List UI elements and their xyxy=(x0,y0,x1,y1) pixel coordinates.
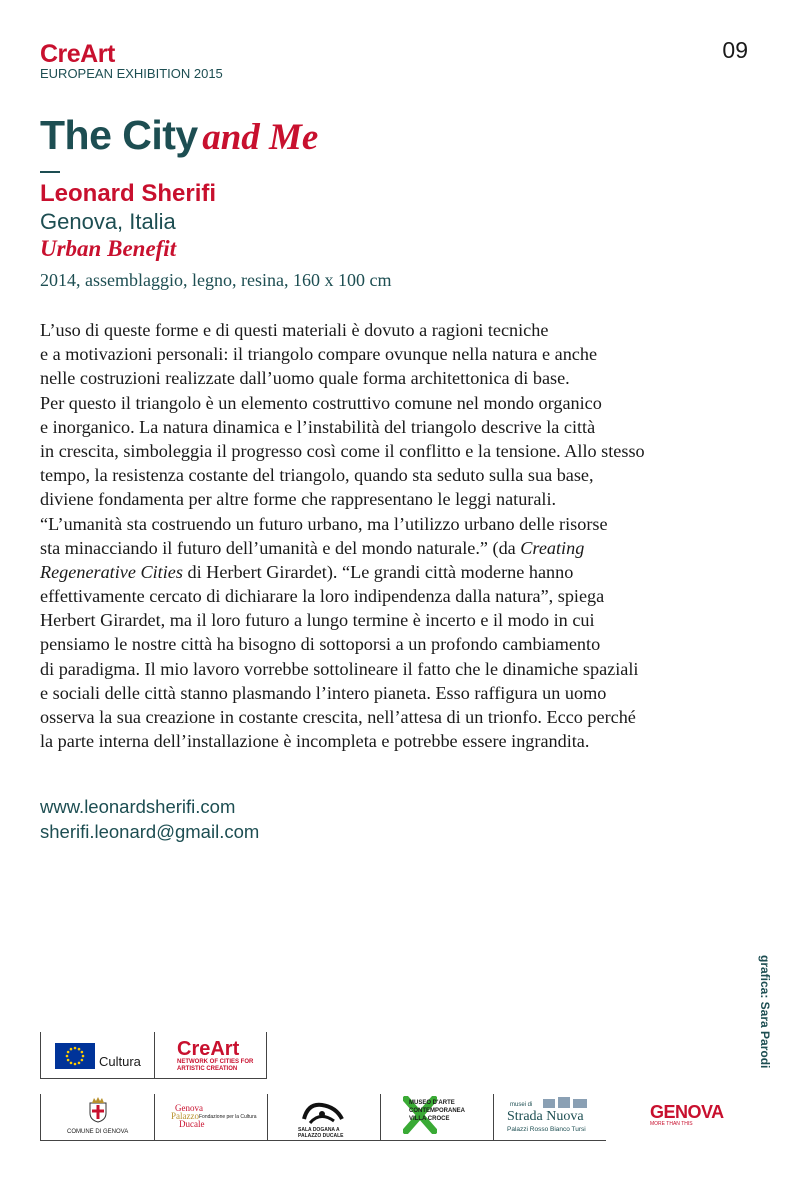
body-line xyxy=(40,560,760,584)
title-part-2: and Me xyxy=(202,117,319,158)
sala-dogana-mark-icon xyxy=(300,1099,346,1127)
title-part-1: The City xyxy=(40,112,198,158)
comune-genova-logo: COMUNE DI GENOVA xyxy=(41,1094,154,1140)
body-line: in crescita, simboleggia il progresso così come il conflitto e la tensione. Allo stesso xyxy=(40,440,645,461)
body-line-part: sta minacciando il futuro dell’umanità e del mondo naturale.” (da xyxy=(40,537,521,558)
brand-logo: CreArt xyxy=(40,40,115,68)
eu-culture-label: Cultura xyxy=(99,1054,141,1069)
exhibition-subtitle: EUROPEAN EXHIBITION 2015 xyxy=(40,66,223,81)
body-line: e sociali delle città stanno plasmando l’intero pianeta. Esso raffigura un uomo xyxy=(40,682,607,703)
body-line: di paradigma. Il mio lavoro vorrebbe sottolineare il fatto che le dinamiche spaziali xyxy=(40,658,639,679)
body-line xyxy=(40,536,760,560)
musei-strada-nuova-logo: musei di Strada Nuova Palazzi Rosso Bianco Tursi xyxy=(494,1094,606,1140)
book-title-part: Regenerative Cities xyxy=(40,561,183,582)
body-line: pensiamo le nostre città ha bisogno di sottoporsi a un profondo cambiamento xyxy=(40,634,601,655)
palazzo-ducale-logo: Genova Palazzo Ducale Fondazione per la Cultura xyxy=(171,1103,257,1129)
body-line: L’uso di queste forme e di questi materiali è dovuto a ragioni tecniche xyxy=(40,320,549,340)
book-title-part: Creating xyxy=(520,537,585,558)
body-line: Herbert Girardet, ma il loro futuro a lungo termine è incerto e il modo in cui xyxy=(40,610,595,631)
body-line: nelle costruzioni realizzate dall’uomo quale forma architettonica di base. xyxy=(40,368,570,389)
logo-divider xyxy=(266,1032,267,1078)
body-line: effettivamente cercato di dichiarare la loro indipendenza dalla natura”, spiega xyxy=(40,586,605,607)
email-link[interactable]: sherifi.leonard@gmail.com xyxy=(40,821,260,842)
page-number: 09 xyxy=(722,37,748,63)
sala-dogana-logo: SALA DOGANA A PALAZZO DUCALE xyxy=(268,1094,380,1140)
creart-network-tagline: NETWORK OF CITIES FOR ARTISTIC CREATION xyxy=(177,1059,254,1072)
body-line: e a motivazioni personali: il triangolo compare ovunque nella natura e anche xyxy=(40,344,598,365)
page-title xyxy=(40,106,318,174)
logo-row-top xyxy=(40,1032,267,1079)
artist-location: Genova, Italia xyxy=(40,209,176,234)
body-text xyxy=(40,318,760,753)
design-credit-text: grafica: Sara Parodi xyxy=(758,955,772,1069)
artwork-title: Urban Benefit xyxy=(40,236,177,261)
body-line: diviene fondamenta per altre forme che rappresentano le leggi naturali. xyxy=(40,489,557,510)
city-crest-icon xyxy=(86,1097,110,1123)
website-link[interactable]: www.leonardsherifi.com xyxy=(40,796,236,817)
design-credit xyxy=(758,955,774,1075)
genova-brand-logo: GENOVA xyxy=(650,1102,724,1122)
artist-name: Leonard Sherifi xyxy=(40,180,217,207)
body-line: Per questo il triangolo è un elemento costruttivo comune nel mondo organico xyxy=(40,392,602,413)
logo-row-bottom xyxy=(40,1094,606,1141)
creart-network-logo: CreArt xyxy=(177,1038,240,1060)
villa-croce-logo: MUSEO D'ARTE CONTEMPORANEA VILLA CROCE xyxy=(381,1094,493,1140)
body-line: tempo, la resistenza costante del triangolo, quando sta seduto sulla sua base, xyxy=(40,465,594,486)
body-line-part: di Herbert Girardet). “Le grandi città moderne hanno xyxy=(182,561,574,582)
body-line: osserva la sua creazione in costante crescita, nell’attesa di un trionfo. Ecco perché xyxy=(40,707,636,727)
body-line: la parte interna dell’installazione è incompleta e potrebbe essere ingrandita. xyxy=(40,731,590,752)
body-line: “L’umanità sta costruendo un futuro urbano, ma l’utilizzo urbano delle risorse xyxy=(40,513,608,534)
eu-flag-icon xyxy=(55,1043,95,1069)
museum-buildings-icon xyxy=(542,1096,588,1108)
logo-divider xyxy=(154,1032,155,1078)
body-line: e inorganico. La natura dinamica e l’instabilità del triangolo descrive la città xyxy=(40,416,596,437)
title-divider xyxy=(40,171,60,173)
artwork-details: 2014, assemblaggio, legno, resina, 160 x 100 cm xyxy=(40,270,392,290)
genova-brand-tagline: MORE THAN THIS xyxy=(650,1121,693,1127)
